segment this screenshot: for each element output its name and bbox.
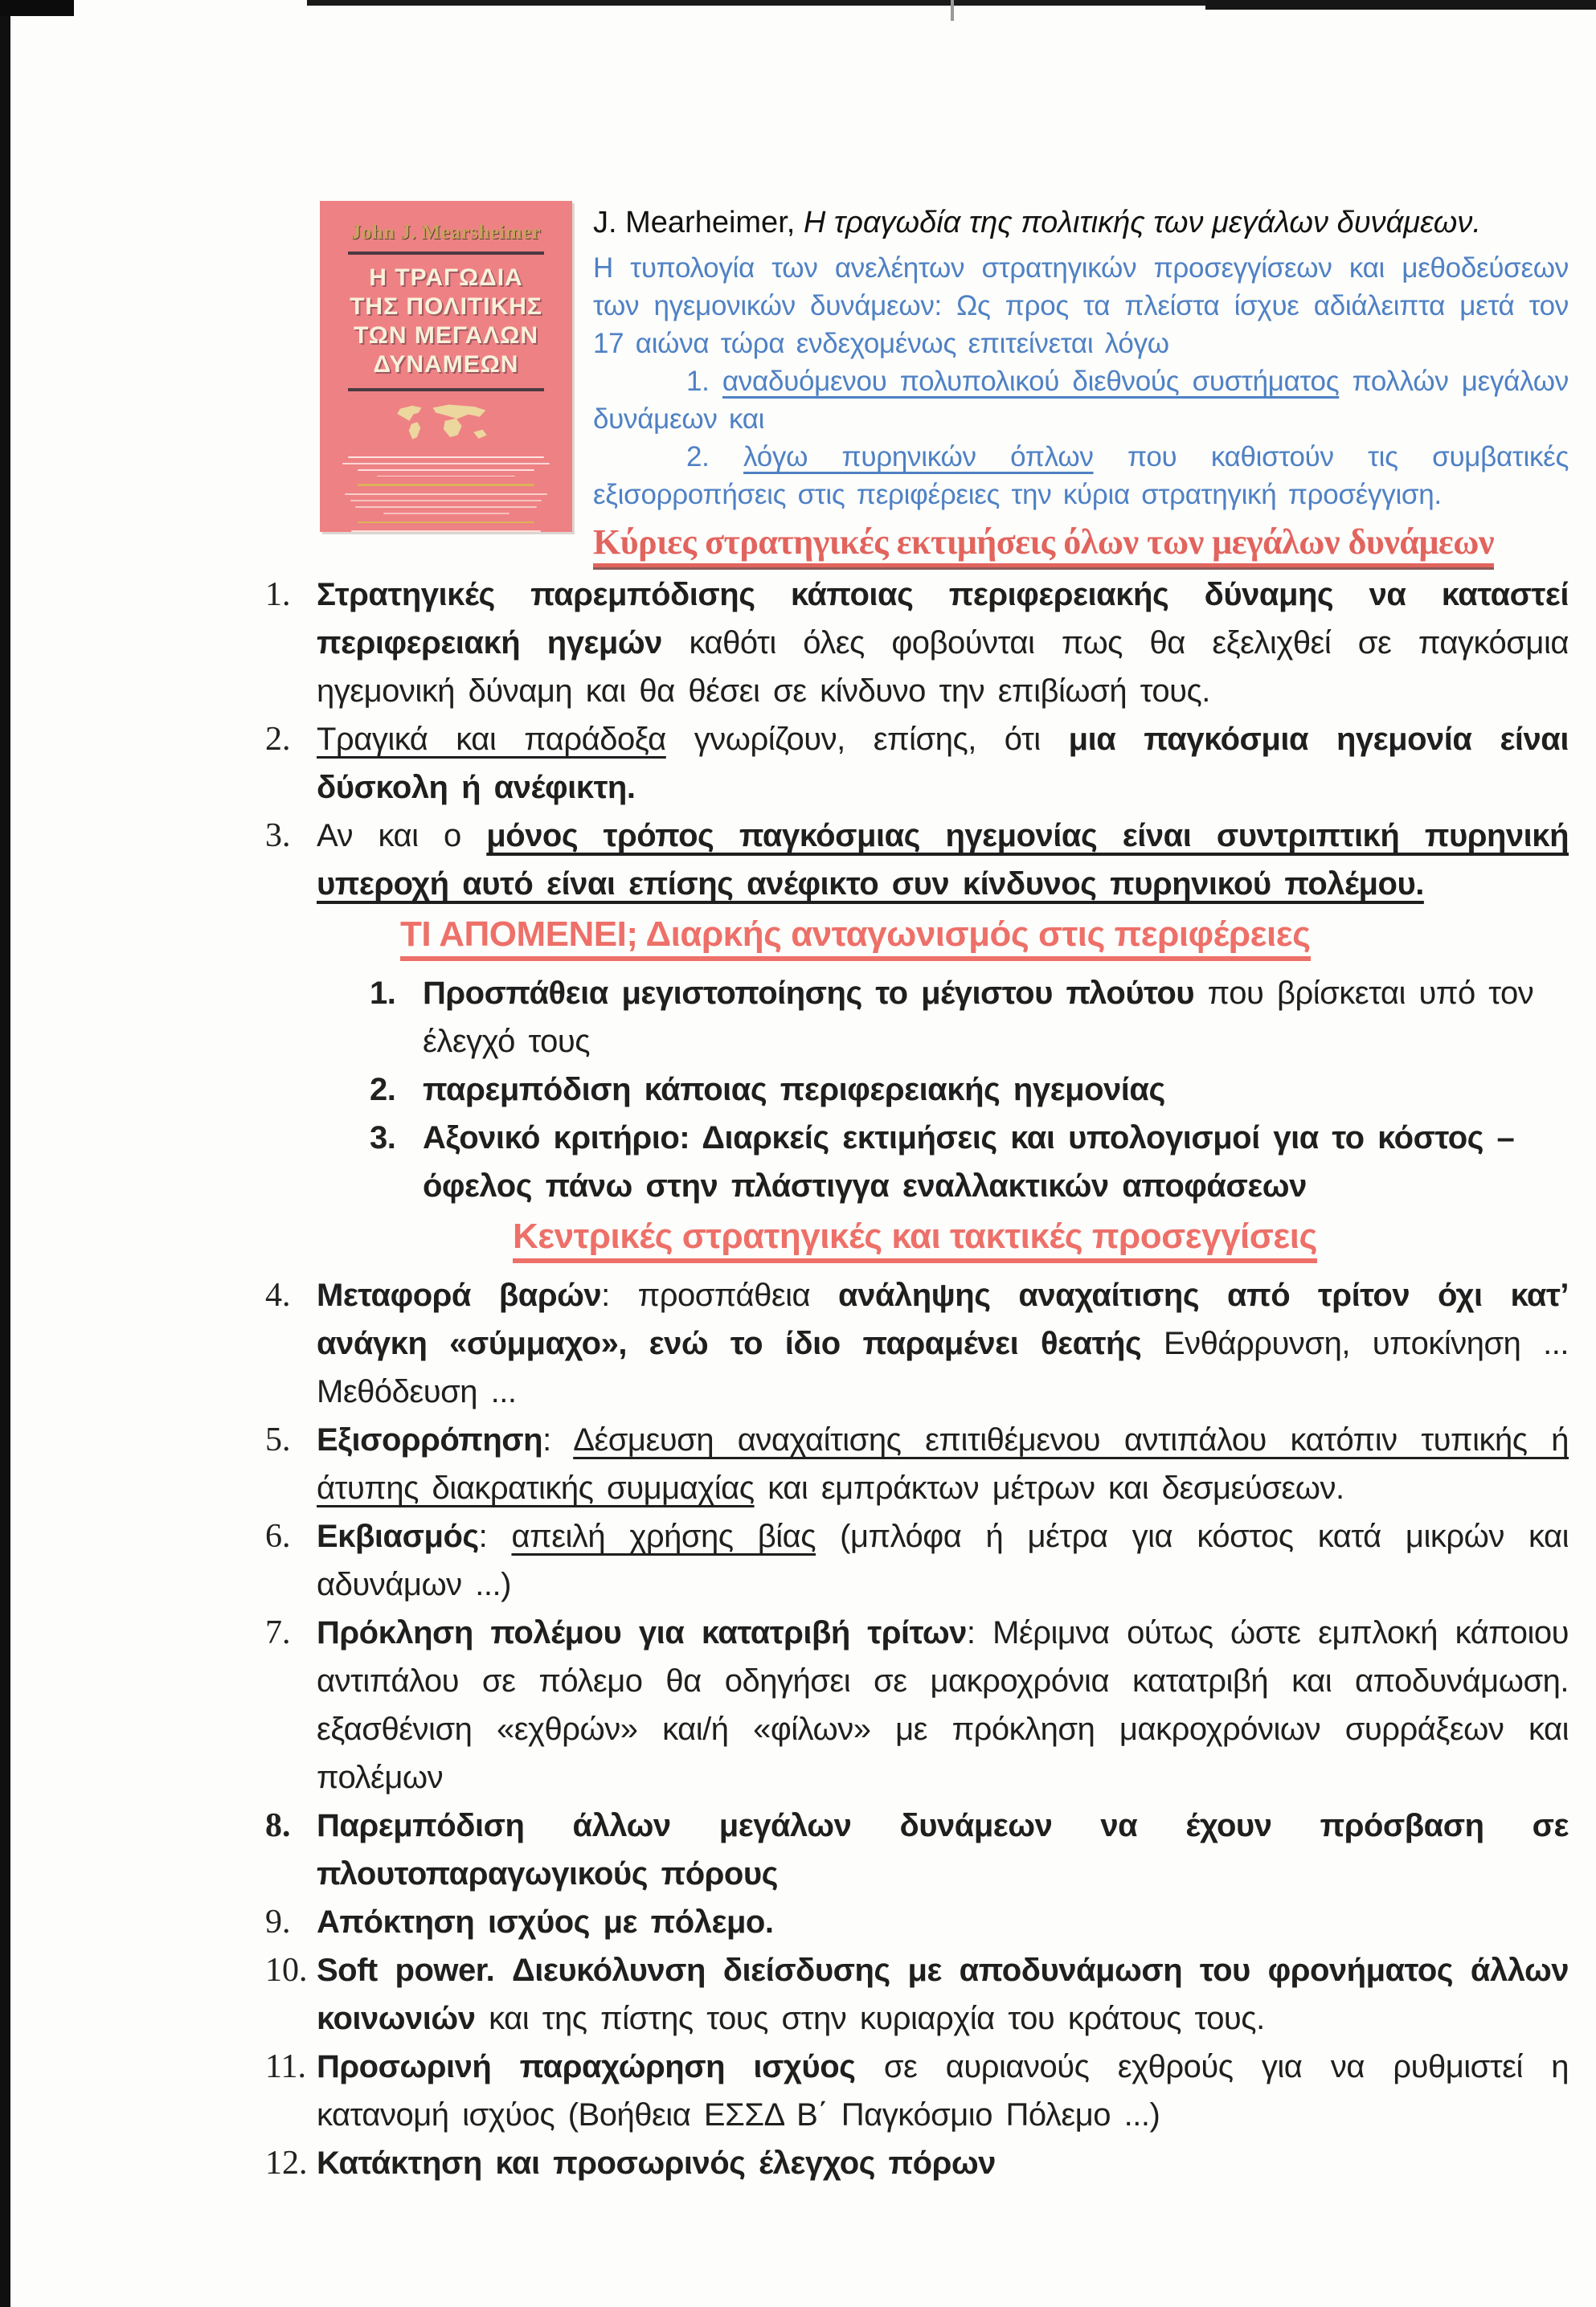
sub-list-item-2: 2. παρεμπόδιση κάποιας περιφερειακής ηγεμονίας	[370, 1066, 1569, 1114]
item-number: 10.	[265, 1952, 308, 1989]
scan-top-left-block	[0, 0, 74, 16]
cover-rule-top	[348, 252, 545, 255]
main-list	[265, 571, 1569, 2187]
list-item-8: 8. Παρεμπόδιση άλλων μεγάλων δυνάμεων να έχουν πρόσβαση σε πλουτοπαραγωγικούς πόρους	[265, 1802, 1569, 1898]
heading-key-assessments: Κύριες στρατηγικές εκτιμήσεις όλων των μεγάλων δυνάμεων	[593, 522, 1494, 567]
item-number: 2.	[370, 1072, 396, 1107]
cover-blurred-text-line	[377, 476, 516, 477]
list-item-7: 7. Πρόκληση πολέμου για κατατριβή τρίτων: Μέριμνα ούτως ώστε εμπλοκή κάποιου αντιπάλου σε πόλεμο θα οδηγήσει σε μακροχρόνια κατατριβή και αποδυνάμωση. εξασθένιση «εχθρών» και/ή «φίλων» με πρόκληση μακροχρόνιων συρράξεων και πολέμων	[265, 1609, 1569, 1802]
scan-top-edge-line-thick	[1205, 0, 1596, 10]
list-item-2: 2. Τραγικά και παράδοξα γνωρίζουν, επίσης, ότι μια παγκόσμια ηγεμονία είναι δύσκολη ή ανέφικτη.	[265, 715, 1569, 812]
cover-rule-bottom	[348, 388, 545, 391]
book-citation	[593, 202, 1569, 243]
scan-top-tick-mark	[951, 0, 954, 21]
item-number: 5.	[265, 1421, 291, 1458]
cover-blurred-text-line	[351, 530, 541, 532]
intro-point-1: 1. αναδυόμενου πολυπολικού διεθνούς συστήματος πολλών μεγάλων δυνάμεων και	[593, 366, 1569, 435]
intro-point-2: 2. λόγω πυρηνικών όπλων που καθιστούν τις συμβατικές εξισορροπήσεις στις περιφέρειες την κύρια στρατηγική προσέγγιση.	[593, 441, 1569, 510]
list-item-10: 10. Soft power. Διευκόλυνση διείσδυσης με αποδυνάμωση του φρονήματος άλλων κοινωνιών και της πίστης τους στην κυριαρχία του κράτους τους.	[265, 1946, 1569, 2043]
item-number: 9.	[265, 1904, 291, 1941]
section-heading-wrap	[400, 914, 1569, 961]
item-number: 11.	[265, 2048, 306, 2085]
book-cover-title-line: ΔΥΝΑΜΕΩΝ	[373, 350, 519, 378]
cover-blurred-text-line	[358, 469, 534, 471]
cover-gold-divider	[358, 522, 534, 524]
cover-blurred-text-line	[383, 513, 509, 514]
list-item-9: 9. Απόκτηση ισχύος με πόλεμο.	[265, 1898, 1569, 1946]
list-item-12: 12. Κατάκτηση και προσωρινός έλεγχος πόρων	[265, 2139, 1569, 2187]
item-number: 4.	[265, 1277, 291, 1314]
list-item-11: 11. Προσωρινή παραχώρηση ισχύος σε αυριανούς εχθρούς για να ρυθμιστεί η κατανομή ισχύος (Βοήθεια ΕΣΣΔ Β΄ Παγκόσμιο Πόλεμο ...)	[265, 2043, 1569, 2139]
header-text-block	[593, 201, 1569, 567]
item-number: 1.	[265, 576, 291, 613]
citation-title: Η τραγωδία της πολιτικής των μεγάλων δυνάμεων.	[803, 206, 1481, 239]
book-cover-title	[350, 264, 542, 379]
list-item-3: 3. Αν και ο μόνος τρόπος παγκόσμιας ηγεμονίας είναι συντριπτική πυρηνική υπεροχή αυτό είναι επίσης ανέφικτο συν κίνδυνος πυρηνικού πολέμου.	[265, 812, 1569, 908]
cover-blurred-text-line	[342, 463, 549, 464]
item-number: 12.	[265, 2145, 308, 2182]
item-number: 1.	[370, 976, 396, 1011]
world-map-graphic	[361, 403, 531, 445]
section-heading-wrap	[513, 1217, 1569, 1263]
list-item-4: 4. Μεταφορά βαρών: προσπάθεια ανάληψης αναχαίτισης από τρίτον όχι κατ’ ανάγκη «σύμμαχο», ενώ το ίδιο παραμένει θεατής Ενθάρρυνση, υποκίνηση ... Μεθόδευση ...	[265, 1271, 1569, 1416]
book-cover-title-line: ΤΩΝ ΜΕΓΑΛΩΝ	[354, 321, 538, 349]
item-number: 6.	[265, 1518, 291, 1555]
citation-author: J. Mearheimer,	[593, 206, 804, 239]
cover-gold-divider	[358, 484, 534, 486]
book-cover-title-line: ΤΗΣ ΠΟΛΙΤΙΚΗΣ	[350, 292, 542, 320]
scan-left-edge-strip	[0, 0, 10, 2307]
sub-list-item-3: 3. Αξονικό κριτήριο: Διαρκείς εκτιμήσεις και υπολογισμοί για το κόστος – όφελος πάνω στην πλάστιγγα εναλλακτικών αποφάσεων	[370, 1114, 1569, 1210]
list-item-5: 5. Εξισορρόπηση: Δέσμευση αναχαίτισης επιτιθέμενου αντιπάλου κατόπιν τυπικής ή άτυπης διακρατικής συμμαχίας και εμπράκτων μέτρων και δεσμεύσεων.	[265, 1416, 1569, 1512]
list-item-6: 6. Εκβιασμός: απειλή χρήσης βίας (μπλόφα ή μέτρα για κόστος κατά μικρών και αδυνάμων ...)	[265, 1512, 1569, 1609]
book-cover-author: John J. Mearsheimer	[350, 222, 542, 243]
header-section	[0, 0, 1596, 567]
book-cover	[320, 201, 572, 532]
item-number: 7.	[265, 1614, 291, 1651]
intro-paragraphs	[593, 249, 1569, 513]
list-item-1: 1. Στρατηγικές παρεμπόδισης κάποιας περιφερειακής δύναμης να καταστεί περιφερειακή ηγεμών καθότι όλες φοβούνται πως θα εξελιχθεί σε παγκόσμια ηγεμονική δύναμη και θα θέσει σε κίνδυνο την επιβίωσή τους.	[265, 571, 1569, 715]
intro-paragraph: Η τυπολογία των ανελέητων στρατηγικών προσεγγίσεων και μεθοδεύσεων των ηγεμονικών δυνάμεων: Ως προς τα πλείστα ίσχυε αδιάλειπτα μετά τον 17 αιώνα τώρα ενδεχομένως επιτείνεται λόγω	[593, 252, 1569, 359]
item-number: 2.	[265, 721, 291, 758]
book-cover-title-line: Η ΤΡΑΓΩΔΙΑ	[369, 264, 523, 291]
section-heading-wrap	[593, 522, 1569, 567]
sub-list-item-1: 1. Προσπάθεια μεγιστοποίησης το μέγιστου πλούτου που βρίσκεται υπό τον έλεγχό τους	[370, 969, 1569, 1066]
heading-what-remains: ΤΙ ΑΠΟΜΕΝΕΙ; Διαρκής ανταγωνισμός στις περιφέρειες	[400, 914, 1311, 961]
heading-central-strategies: Κεντρικές στρατηγικές και τακτικές προσεγγίσεις	[513, 1217, 1317, 1263]
item-number: 3.	[265, 817, 291, 854]
cover-blurred-text-line	[348, 456, 545, 458]
cover-blurred-text-line	[355, 506, 537, 508]
cover-blurred-text-line	[350, 500, 542, 501]
item-number: 8.	[265, 1807, 291, 1844]
item-number: 3.	[370, 1120, 396, 1156]
cover-blurred-text-line	[345, 493, 546, 495]
